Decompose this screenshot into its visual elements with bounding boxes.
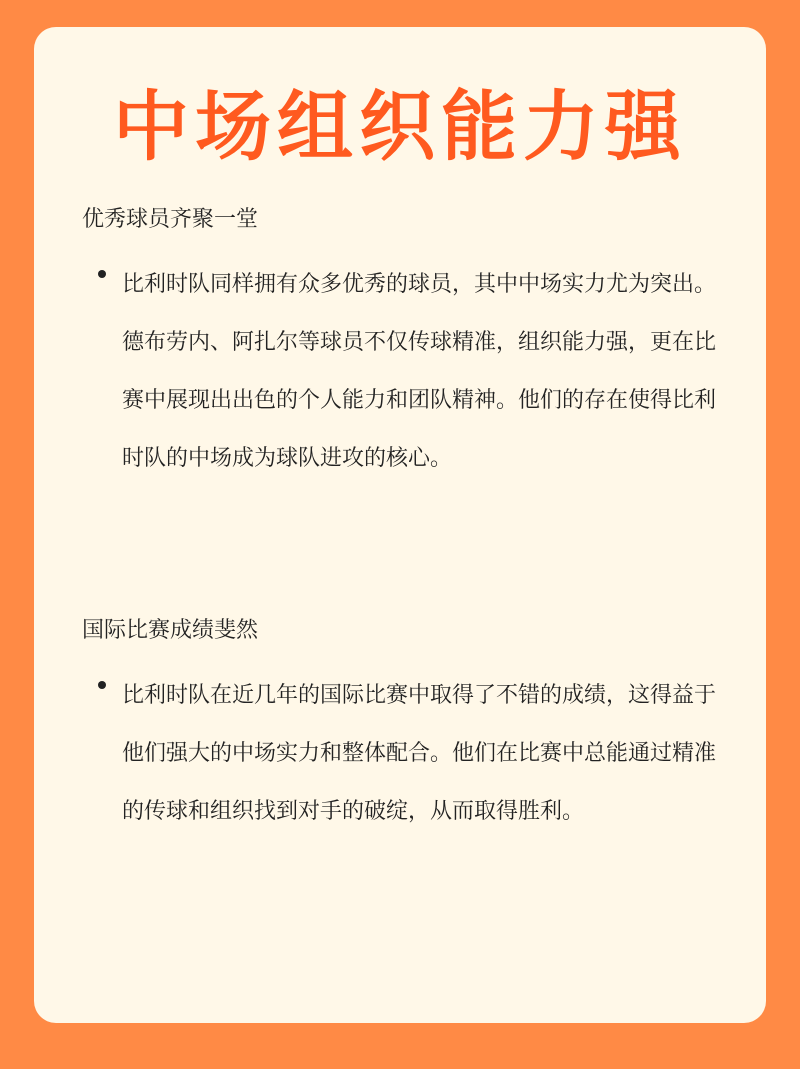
content-card: [34, 27, 766, 1023]
section-heading: 优秀球员齐聚一堂: [82, 207, 259, 232]
bullet-dot-icon: [98, 681, 106, 689]
bullet-text: 比利时队同样拥有众多优秀的球员，其中中场实力尤为突出。德布劳内、阿扎尔等球员不仅传球精准，组织能力强，更在比赛中展现出出色的个人能力和团队精神。他们的存在使得比利时队的中场成为球队进攻的核心。: [122, 272, 717, 471]
list-item: [82, 667, 732, 841]
section-players: [82, 204, 732, 488]
section-results: [82, 615, 732, 841]
page-title: 中场组织能力强: [113, 82, 687, 171]
bullet-dot-icon: [98, 270, 106, 278]
bullet-text: 比利时队在近几年的国际比赛中取得了不错的成绩，这得益于他们强大的中场实力和整体配合。他们在比赛中总能通过精准的传球和组织找到对手的破绽，从而取得胜利。: [122, 683, 717, 824]
section-heading: 国际比赛成绩斐然: [82, 618, 259, 643]
list-item: [82, 256, 732, 488]
